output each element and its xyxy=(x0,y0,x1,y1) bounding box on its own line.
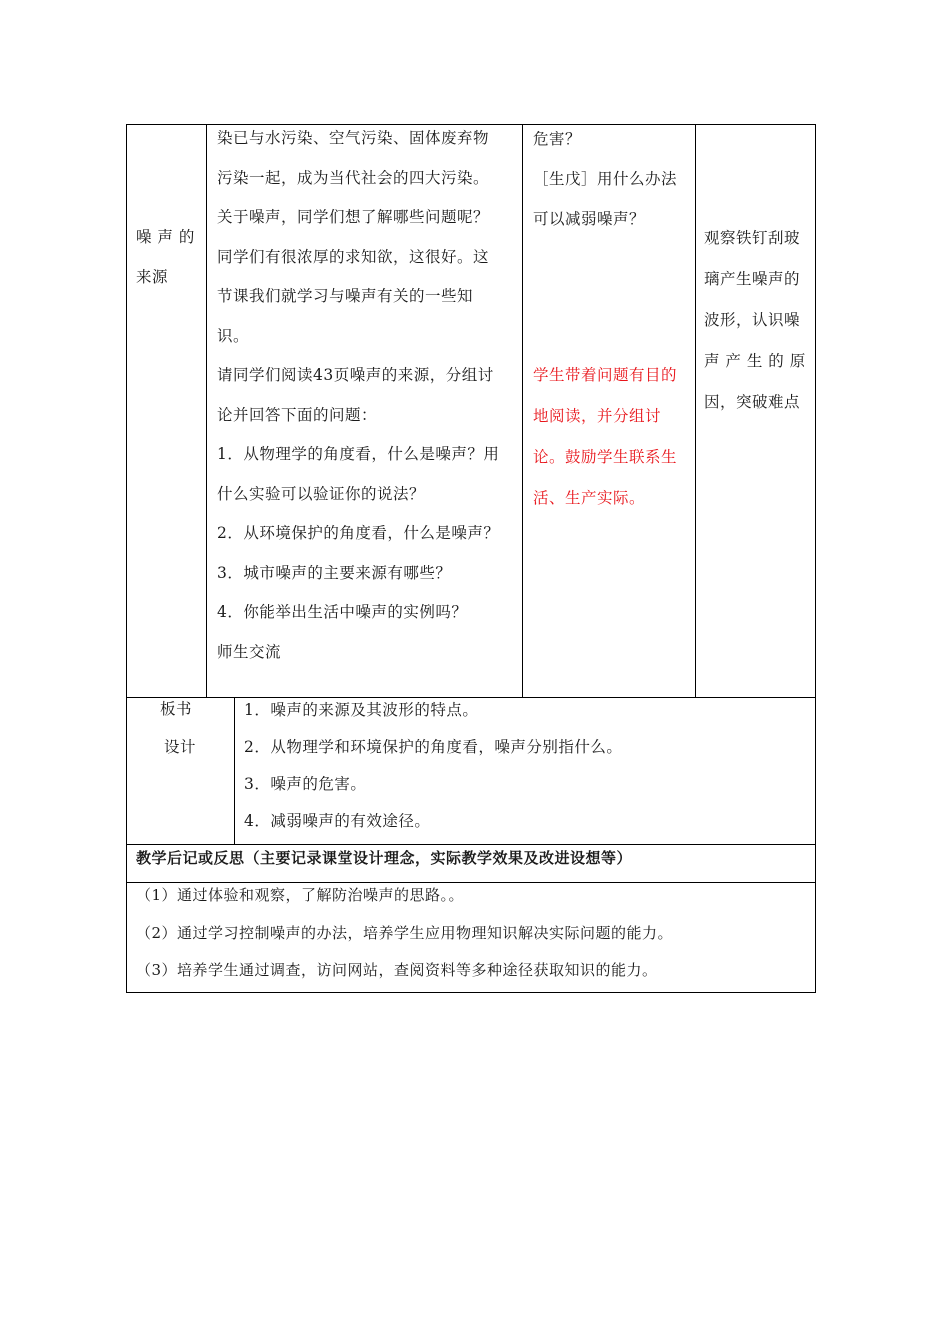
activity-line: 什么实验可以验证你的说法？ xyxy=(217,484,426,503)
student-line: 危害？ xyxy=(533,130,582,148)
highlight-line: 学生带着问题有目的 xyxy=(533,366,678,384)
col-divider-2 xyxy=(522,124,523,697)
board-item: 2．从物理学和环境保护的角度看，噪声分别指什么。 xyxy=(244,738,623,756)
activity-line: 关于噪声，同学们想了解哪些问题呢？ xyxy=(217,208,490,226)
intent-line: 因，突破难点 xyxy=(704,393,801,411)
reflection-item: （1）通过体验和观察，了解防治噪声的思路。。 xyxy=(136,886,465,904)
activity-line: 同学们有很浓厚的求知欲，这很好。这 xyxy=(217,247,490,266)
highlight-line: 论。鼓励学生联系生 xyxy=(533,448,678,466)
board-item: 1．噪声的来源及其波形的特点。 xyxy=(244,701,479,719)
intent-line: 璃产生噪声的 xyxy=(704,270,801,288)
design-intent-text xyxy=(704,218,810,423)
reflection-item: （3）培养学生通过调查，访问网站，查阅资料等多种途径获取知识的能力。 xyxy=(136,961,658,979)
activity-line: 论并回答下面的问题： xyxy=(217,405,378,424)
board-item: 4．减弱噪声的有效途径。 xyxy=(244,812,431,830)
highlight-line: 活、生产实际。 xyxy=(533,489,646,507)
col-divider-3 xyxy=(695,124,696,697)
reflection-heading: 教学后记或反思（主要记录课堂设计理念，实际教学效果及改进设想等） xyxy=(136,849,633,867)
activity-line: 1．从物理学的角度看，什么是噪声？用 xyxy=(217,445,500,463)
activity-line: 请同学们阅读43页噪声的来源，分组讨 xyxy=(217,366,494,384)
intent-line: 观察铁钉刮玻 xyxy=(704,229,801,247)
student-activity-text xyxy=(533,119,693,239)
teacher-activity-text xyxy=(217,119,517,672)
activity-line: 4．你能举出生活中噪声的实例吗？ xyxy=(217,603,468,621)
board-label-line-1: 板书 xyxy=(160,700,193,718)
activity-line: 3．城市噪声的主要来源有哪些？ xyxy=(217,563,452,582)
topic-label xyxy=(136,217,202,297)
activity-line: 节课我们就学习与噪声有关的一些知 xyxy=(217,287,474,305)
board-items xyxy=(244,692,804,840)
student-activity-highlight xyxy=(533,355,693,519)
col-divider-1 xyxy=(206,124,207,697)
intent-line: 波形，认识噪 xyxy=(704,311,801,329)
board-item: 3．噪声的危害。 xyxy=(244,775,367,793)
activity-line: 师生交流 xyxy=(217,642,282,661)
reflection-items xyxy=(136,877,806,990)
topic-label-line-2: 来源 xyxy=(136,268,169,286)
student-line: 可以减弱噪声？ xyxy=(533,210,646,228)
activity-line: 污染一起，成为当代社会的四大污染。 xyxy=(217,168,490,187)
board-label xyxy=(160,690,220,766)
activity-line: 染已与水污染、空气污染、固体废弃物 xyxy=(217,129,490,147)
topic-label-line-1: 噪 声 的 xyxy=(136,228,195,246)
highlight-line: 地阅读，并分组讨 xyxy=(533,407,662,425)
reflection-item: （2）通过学习控制噪声的办法，培养学生应用物理知识解决实际问题的能力。 xyxy=(136,923,674,942)
activity-line: 识。 xyxy=(217,326,250,345)
board-label-line-2: 设计 xyxy=(164,738,197,756)
board-divider xyxy=(234,697,235,844)
student-line: ［生戊］用什么办法 xyxy=(533,170,678,188)
activity-line: 2．从环境保护的角度看，什么是噪声？ xyxy=(217,524,500,542)
intent-line: 声 产 生 的 原 xyxy=(704,352,806,370)
